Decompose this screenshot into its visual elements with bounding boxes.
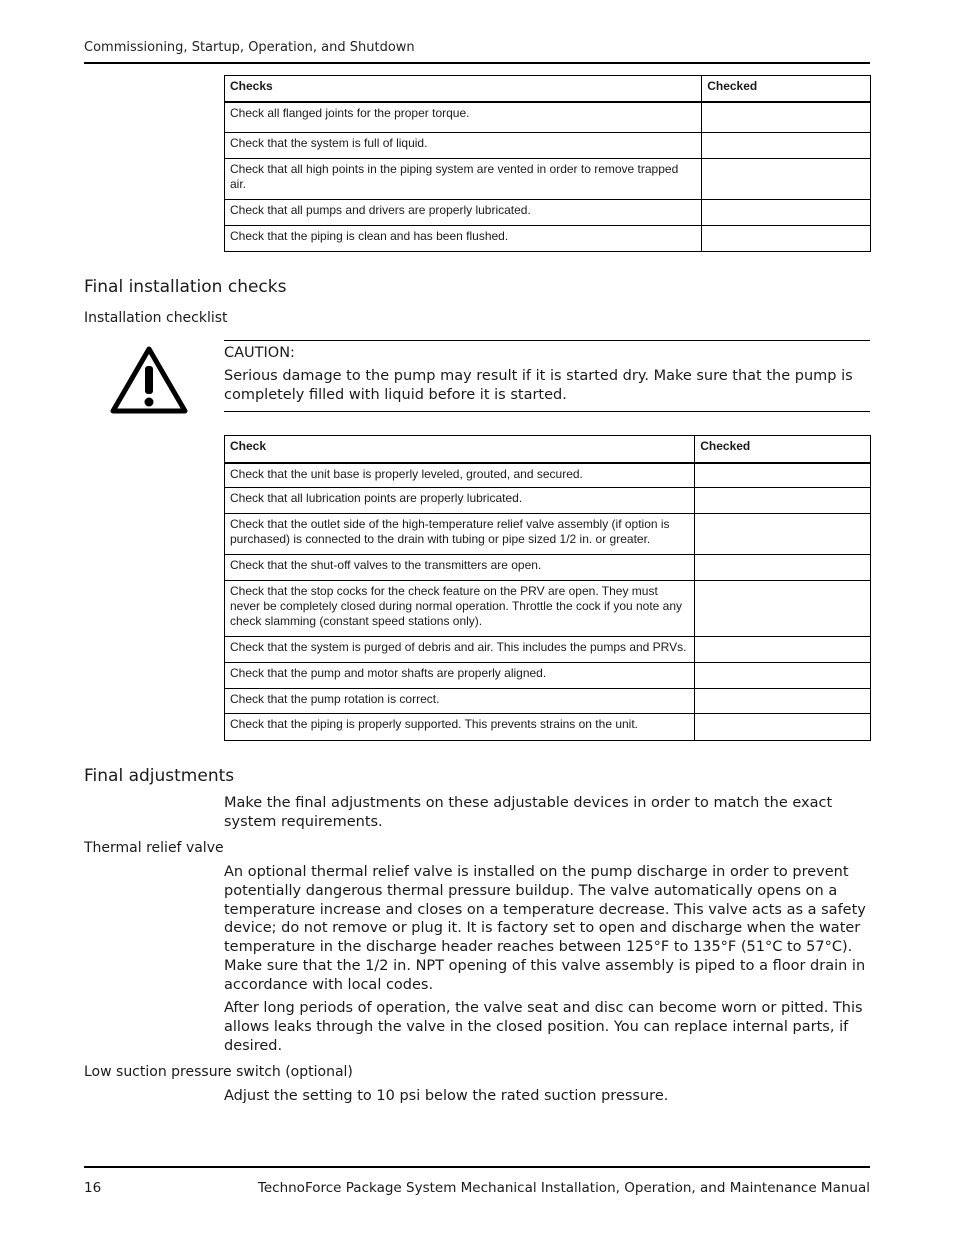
checked-cell <box>702 200 871 226</box>
checked-cell <box>702 159 871 200</box>
caution-label: CAUTION: <box>224 345 295 361</box>
table-row <box>225 689 871 714</box>
table-row <box>225 463 871 488</box>
checked-cell <box>695 581 871 637</box>
table-row <box>225 159 871 200</box>
checked-cell <box>695 689 871 714</box>
checked-cell <box>702 102 871 133</box>
check-text: Check that the system is full of liquid. <box>225 133 702 159</box>
check-text: Check that the system is purged of debris and air. This includes the pumps and PRVs. <box>225 637 695 663</box>
checked-cell <box>695 663 871 689</box>
page-number: 16 <box>84 1180 102 1196</box>
warning-triangle-icon <box>110 346 188 418</box>
table-row <box>225 637 871 663</box>
section-heading-final-installation: Final installation checks <box>84 277 287 297</box>
table1-header-checked: Checked <box>702 76 871 102</box>
table-row <box>225 663 871 689</box>
check-text: Check that the unit base is properly leveled, grouted, and secured. <box>225 463 695 488</box>
check-text: Check that the piping is properly supported. This prevents strains on the unit. <box>225 714 695 741</box>
table-row <box>225 581 871 637</box>
check-text: Check that the outlet side of the high-temperature relief valve assembly (if option is purchased) is connected to the drain with tubing or pipe sized 1/2 in. or greater. <box>225 514 695 555</box>
manual-title: TechnoForce Package System Mechanical Installation, Operation, and Maintenance Manual <box>257 1180 870 1196</box>
check-text: Check that all high points in the piping system are vented in order to remove trapped air. <box>225 159 702 200</box>
subheading-low-suction-switch: Low suction pressure switch (optional) <box>84 1064 353 1080</box>
subheading-thermal-relief-valve: Thermal relief valve <box>84 840 224 856</box>
checked-cell <box>695 714 871 741</box>
check-text: Check that the pump rotation is correct. <box>225 689 695 714</box>
check-text: Check that the pump and motor shafts are properly aligned. <box>225 663 695 689</box>
pre-checks-table <box>224 75 871 252</box>
installation-checklist-table <box>224 435 871 741</box>
table-row <box>225 226 871 252</box>
table-row <box>225 514 871 555</box>
section-heading-final-adjustments: Final adjustments <box>84 766 235 786</box>
subheading-installation-checklist: Installation checklist <box>84 310 228 326</box>
check-text: Check that all pumps and drivers are properly lubricated. <box>225 200 702 226</box>
check-text: Check that the shut-off valves to the transmitters are open. <box>225 555 695 581</box>
table-row <box>225 555 871 581</box>
checked-cell <box>695 488 871 514</box>
table-row <box>225 133 871 159</box>
table-row <box>225 200 871 226</box>
table2-header-check: Check <box>225 436 695 463</box>
low-suction-paragraph: Adjust the setting to 10 psi below the rated suction pressure. <box>224 1088 669 1104</box>
thermal-relief-paragraph-2: After long periods of operation, the valve seat and disc can become worn or pitted. This allows leaks through the valve in the closed position. You can replace internal parts, if desired. <box>224 1000 863 1054</box>
table1-header-checks: Checks <box>225 76 702 102</box>
checked-cell <box>695 637 871 663</box>
table-row <box>225 488 871 514</box>
header-divider <box>84 62 870 64</box>
check-text: Check that the stop cocks for the check feature on the PRV are open. They must never be completely closed during normal operation. Throttle the cock if you note any check slamming (constant speed stations only). <box>225 581 695 637</box>
table-row <box>225 102 871 133</box>
checked-cell <box>695 514 871 555</box>
footer-divider <box>84 1166 870 1168</box>
check-text: Check all flanged joints for the proper torque. <box>225 102 702 133</box>
table-row <box>225 714 871 741</box>
final-adjustments-intro: Make the final adjustments on these adjustable devices in order to match the exact system requirements. <box>224 795 833 830</box>
checked-cell <box>702 226 871 252</box>
thermal-relief-paragraph-1: An optional thermal relief valve is installed on the pump discharge in order to prevent potentially dangerous thermal pressure buildup. The valve automatically opens on a temperature increase and closes on a temperature decrease. This valve acts as a safety device; do not remove or plug it. It is factory set to open and discharge when the water temperature in the discharge header reaches between 125°F to 135°F (51°C to 57°C). Make sure that the 1/2 in. NPT opening of this valve assembly is piped to a floor drain in accordance with local codes. <box>224 864 866 993</box>
caution-text: Serious damage to the pump may result if it is started dry. Make sure that the pump is completely filled with liquid before it is started. <box>224 368 853 403</box>
check-text: Check that the piping is clean and has been flushed. <box>225 226 702 252</box>
running-header: Commissioning, Startup, Operation, and Shutdown <box>84 40 415 55</box>
checked-cell <box>695 555 871 581</box>
checked-cell <box>702 133 871 159</box>
table2-header-checked: Checked <box>695 436 871 463</box>
check-text: Check that all lubrication points are properly lubricated. <box>225 488 695 514</box>
checked-cell <box>695 463 871 488</box>
